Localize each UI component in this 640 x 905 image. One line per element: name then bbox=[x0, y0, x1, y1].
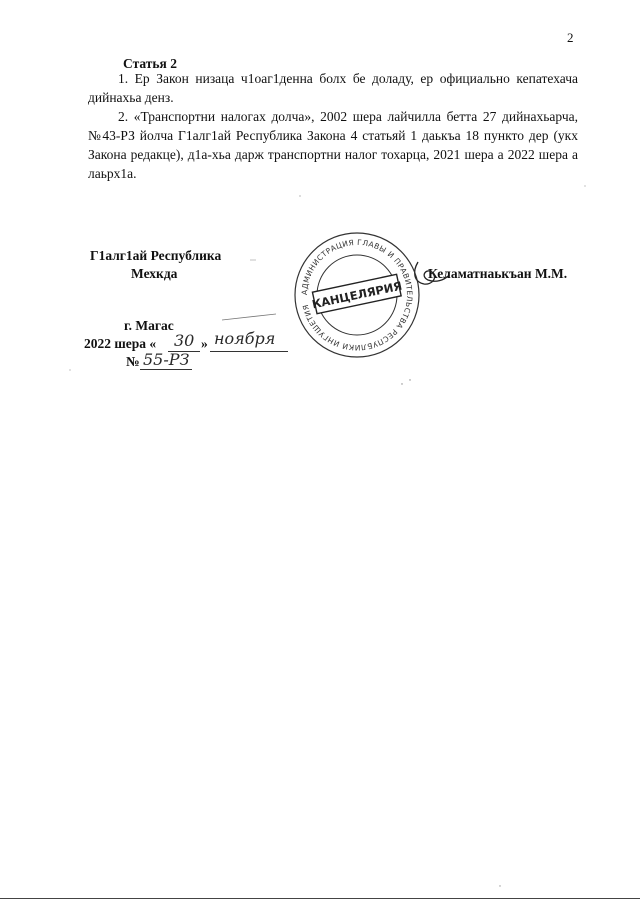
date-month-handwritten: ноября bbox=[214, 329, 276, 348]
signatory-position-line-1: Г1алг1ай Республика bbox=[90, 248, 222, 263]
date-day-handwritten: 30 bbox=[174, 331, 195, 350]
date-year-prefix: 2022 шера « bbox=[84, 336, 157, 351]
stamp-center-text: КАНЦЕЛЯРИЯ bbox=[310, 278, 404, 312]
page-number: 2 bbox=[567, 30, 574, 45]
number-underline bbox=[140, 369, 192, 370]
article-paragraph-1: 1. Ер Закон низаца ч1оаг1денна болх бе доладу, ер официально кепатехача дийнахьа денз. bbox=[88, 71, 578, 105]
official-stamp bbox=[292, 230, 422, 360]
signatory-name: Келаматнаькъан М.М. bbox=[428, 266, 568, 281]
date-day-close: » bbox=[201, 336, 208, 351]
scan-bottom-edge bbox=[0, 898, 640, 899]
month-underline bbox=[210, 351, 288, 352]
law-number-handwritten: 55-РЗ bbox=[143, 350, 190, 369]
law-number-prefix: № bbox=[126, 354, 140, 369]
signatory-position-line-2: Мехкда bbox=[131, 266, 178, 281]
article-title: Статья 2 bbox=[123, 56, 177, 71]
stamp-ring-text: АДМИНИСТРАЦИЯ ГЛАВЫ И ПРАВИТЕЛЬСТВА РЕСПУБЛИКИ ИНГУШЕТИЯ bbox=[299, 237, 415, 353]
article-paragraph-2: 2. «Транспортни налогах долча», 2002 шера лайчилла бетта 27 дийнахьарча, №43-РЗ йолча Г1алг1ай Республика Закона 4 статьяй 1 даькъа 18 пункто дер (укх Закона редакце), д1а-хьа дарж транспортни налог тохарца, 2021 шера а 2022 шера а лаьрх1а. bbox=[88, 109, 578, 181]
place-city: г. Магас bbox=[124, 318, 174, 333]
